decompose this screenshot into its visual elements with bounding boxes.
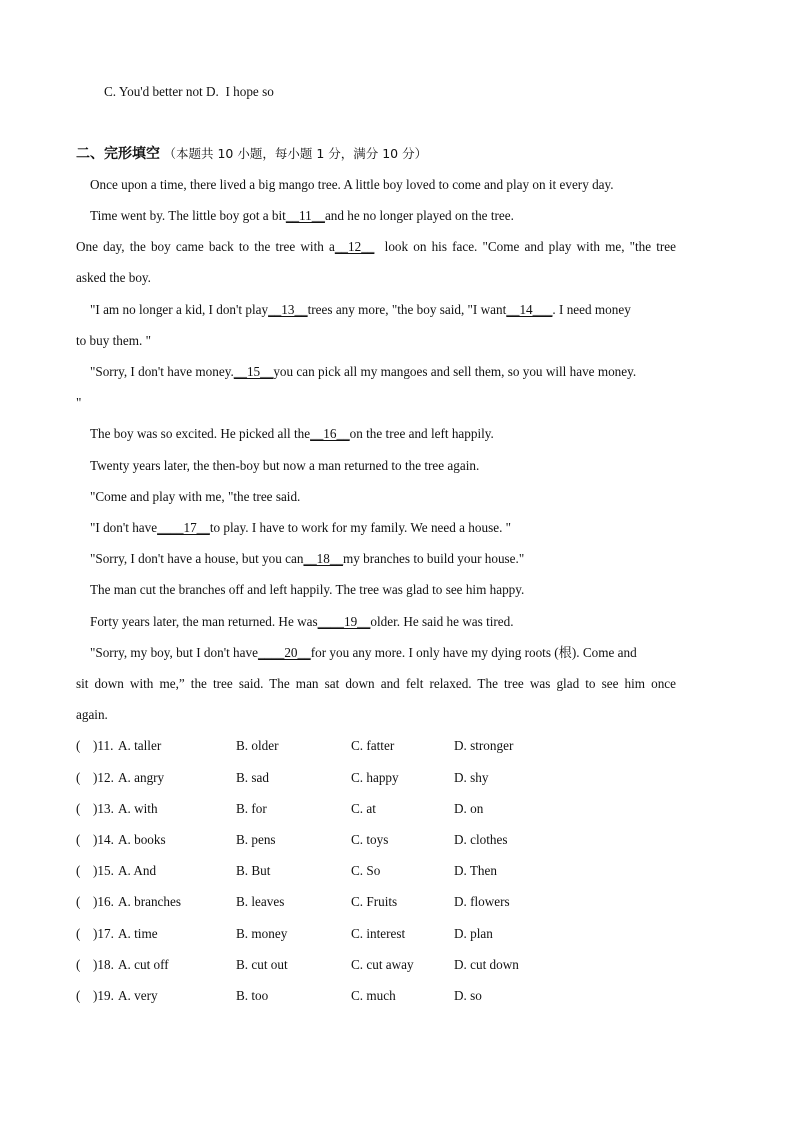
question-number: )16. [93, 894, 114, 909]
answer-paren: ( [76, 738, 81, 753]
passage-line: The man cut the branches off and left happily. The tree was glad to see him happy. [90, 582, 525, 597]
option-a: A. books [118, 832, 166, 847]
option-a: A. with [118, 801, 158, 816]
question-number: )17. [93, 926, 114, 941]
answer-paren: ( [76, 894, 81, 909]
section-note: （本题共 10 小题，每小题 1 分，满分 10 分） [163, 146, 428, 161]
answer-paren: ( [76, 801, 81, 816]
option-b: B. pens [236, 832, 276, 847]
passage-line: asked the boy. [76, 270, 151, 285]
answer-paren: ( [76, 957, 81, 972]
option-d: D. Then [454, 863, 497, 878]
answer-paren: ( [76, 863, 81, 878]
option-c: C. So [351, 863, 381, 878]
passage-line: "I am no longer a kid, I don't play__13__trees any more, "the boy said, "I want__14___. I need money [90, 302, 631, 317]
blank-19: ____19__ [317, 614, 371, 629]
option-b: B. for [236, 801, 267, 816]
option-b: B. cut out [236, 957, 288, 972]
passage-line: "Come and play with me, "the tree said. [90, 489, 301, 504]
passage-line: "Sorry, I don't have a house, but you can__18__my branches to build your house." [90, 551, 525, 566]
option-d-letter: D. [206, 84, 219, 99]
option-d-text: I hope so [225, 84, 274, 99]
question-row [76, 987, 676, 1005]
question-row [76, 800, 676, 818]
option-c: C. happy [351, 770, 399, 785]
passage-line: Once upon a time, there lived a big mango tree. A little boy loved to come and play on it every day. [90, 177, 614, 192]
passage-line: Twenty years later, the then-boy but now a man returned to the tree again. [90, 458, 480, 473]
answer-paren: ( [76, 988, 81, 1003]
blank-12: __12__ [334, 239, 375, 254]
blank-13: __13__ [268, 302, 308, 317]
option-a: A. taller [118, 738, 162, 753]
passage-line: "Sorry, my boy, but I don't have____20__for you any more. I only have my dying roots (根). Come and [90, 645, 637, 660]
answer-paren: ( [76, 926, 81, 941]
question-number: )12. [93, 770, 114, 785]
option-c: C. cut away [351, 957, 414, 972]
passage-line: Forty years later, the man returned. He was____19__older. He said he was tired. [90, 614, 514, 629]
question-row [76, 956, 676, 974]
option-d: D. plan [454, 926, 493, 941]
answer-paren: ( [76, 770, 81, 785]
option-c: C. fatter [351, 738, 395, 753]
option-c: C. interest [351, 926, 406, 941]
option-c: C. Fruits [351, 894, 398, 909]
question-row [76, 893, 676, 911]
passage-line: sit down with me,” the tree said. The man sat down and felt relaxed. The tree was glad to see him once [76, 676, 676, 691]
option-d: D. cut down [454, 957, 519, 972]
question-number: )15. [93, 863, 114, 878]
passage-line: "Sorry, I don't have money.__15__you can pick all my mangoes and sell them, so you will have money. [90, 364, 637, 379]
option-c: C. You'd better not [104, 84, 203, 99]
option-a: A. branches [118, 894, 181, 909]
option-d: D. flowers [454, 894, 510, 909]
blank-14: __14___ [506, 302, 553, 317]
answer-paren: ( [76, 832, 81, 847]
question-row [76, 737, 676, 755]
option-d: D. stronger [454, 738, 514, 753]
blank-18: __18__ [303, 551, 344, 566]
question-number: )18. [93, 957, 114, 972]
option-d: D. so [454, 988, 482, 1003]
question-row [76, 769, 676, 787]
question-number: )19. [93, 988, 114, 1003]
option-a: A. time [118, 926, 158, 941]
question-number: )14. [93, 832, 114, 847]
question-row [76, 831, 676, 849]
blank-17: ____17__ [157, 520, 210, 535]
section-title: 二、完形填空 [76, 146, 160, 162]
blank-20: ____20__ [257, 645, 311, 660]
option-c: C. toys [351, 832, 389, 847]
option-b: B. leaves [236, 894, 285, 909]
question-number: )11. [93, 738, 114, 753]
option-c: C. at [351, 801, 376, 816]
option-c: C. much [351, 988, 396, 1003]
passage-line: The boy was so excited. He picked all the__16__on the tree and left happily. [90, 426, 494, 441]
option-a: A. And [118, 863, 157, 878]
blank-11: __11__ [285, 208, 325, 223]
blank-16: __16__ [310, 426, 350, 441]
option-d: D. on [454, 801, 484, 816]
option-b: B. too [236, 988, 269, 1003]
option-a: A. very [118, 988, 158, 1003]
option-a: A. angry [118, 770, 165, 785]
option-b: B. sad [236, 770, 269, 785]
option-b: B. money [236, 926, 288, 941]
question-number: )13. [93, 801, 114, 816]
passage-line: "I don't have____17__to play. I have to work for my family. We need a house. " [90, 520, 512, 535]
question-row [76, 925, 676, 943]
passage-line: Time went by. The little boy got a bit__11__and he no longer played on the tree. [90, 208, 514, 223]
section-heading [76, 145, 676, 164]
passage-line: to buy them. " [76, 333, 151, 348]
option-a: A. cut off [118, 957, 169, 972]
option-b: B. older [236, 738, 279, 753]
option-b: B. But [236, 863, 271, 878]
blank-15: __15__ [233, 364, 274, 379]
passage-line: " [76, 395, 82, 410]
option-d: D. shy [454, 770, 489, 785]
question-row [76, 862, 676, 880]
option-d: D. clothes [454, 832, 508, 847]
previous-question-options [104, 83, 704, 101]
passage-line: again. [76, 707, 108, 722]
passage-line: One day, the boy came back to the tree with a__12__ look on his face. "Come and play with me, "the tree [76, 239, 677, 254]
